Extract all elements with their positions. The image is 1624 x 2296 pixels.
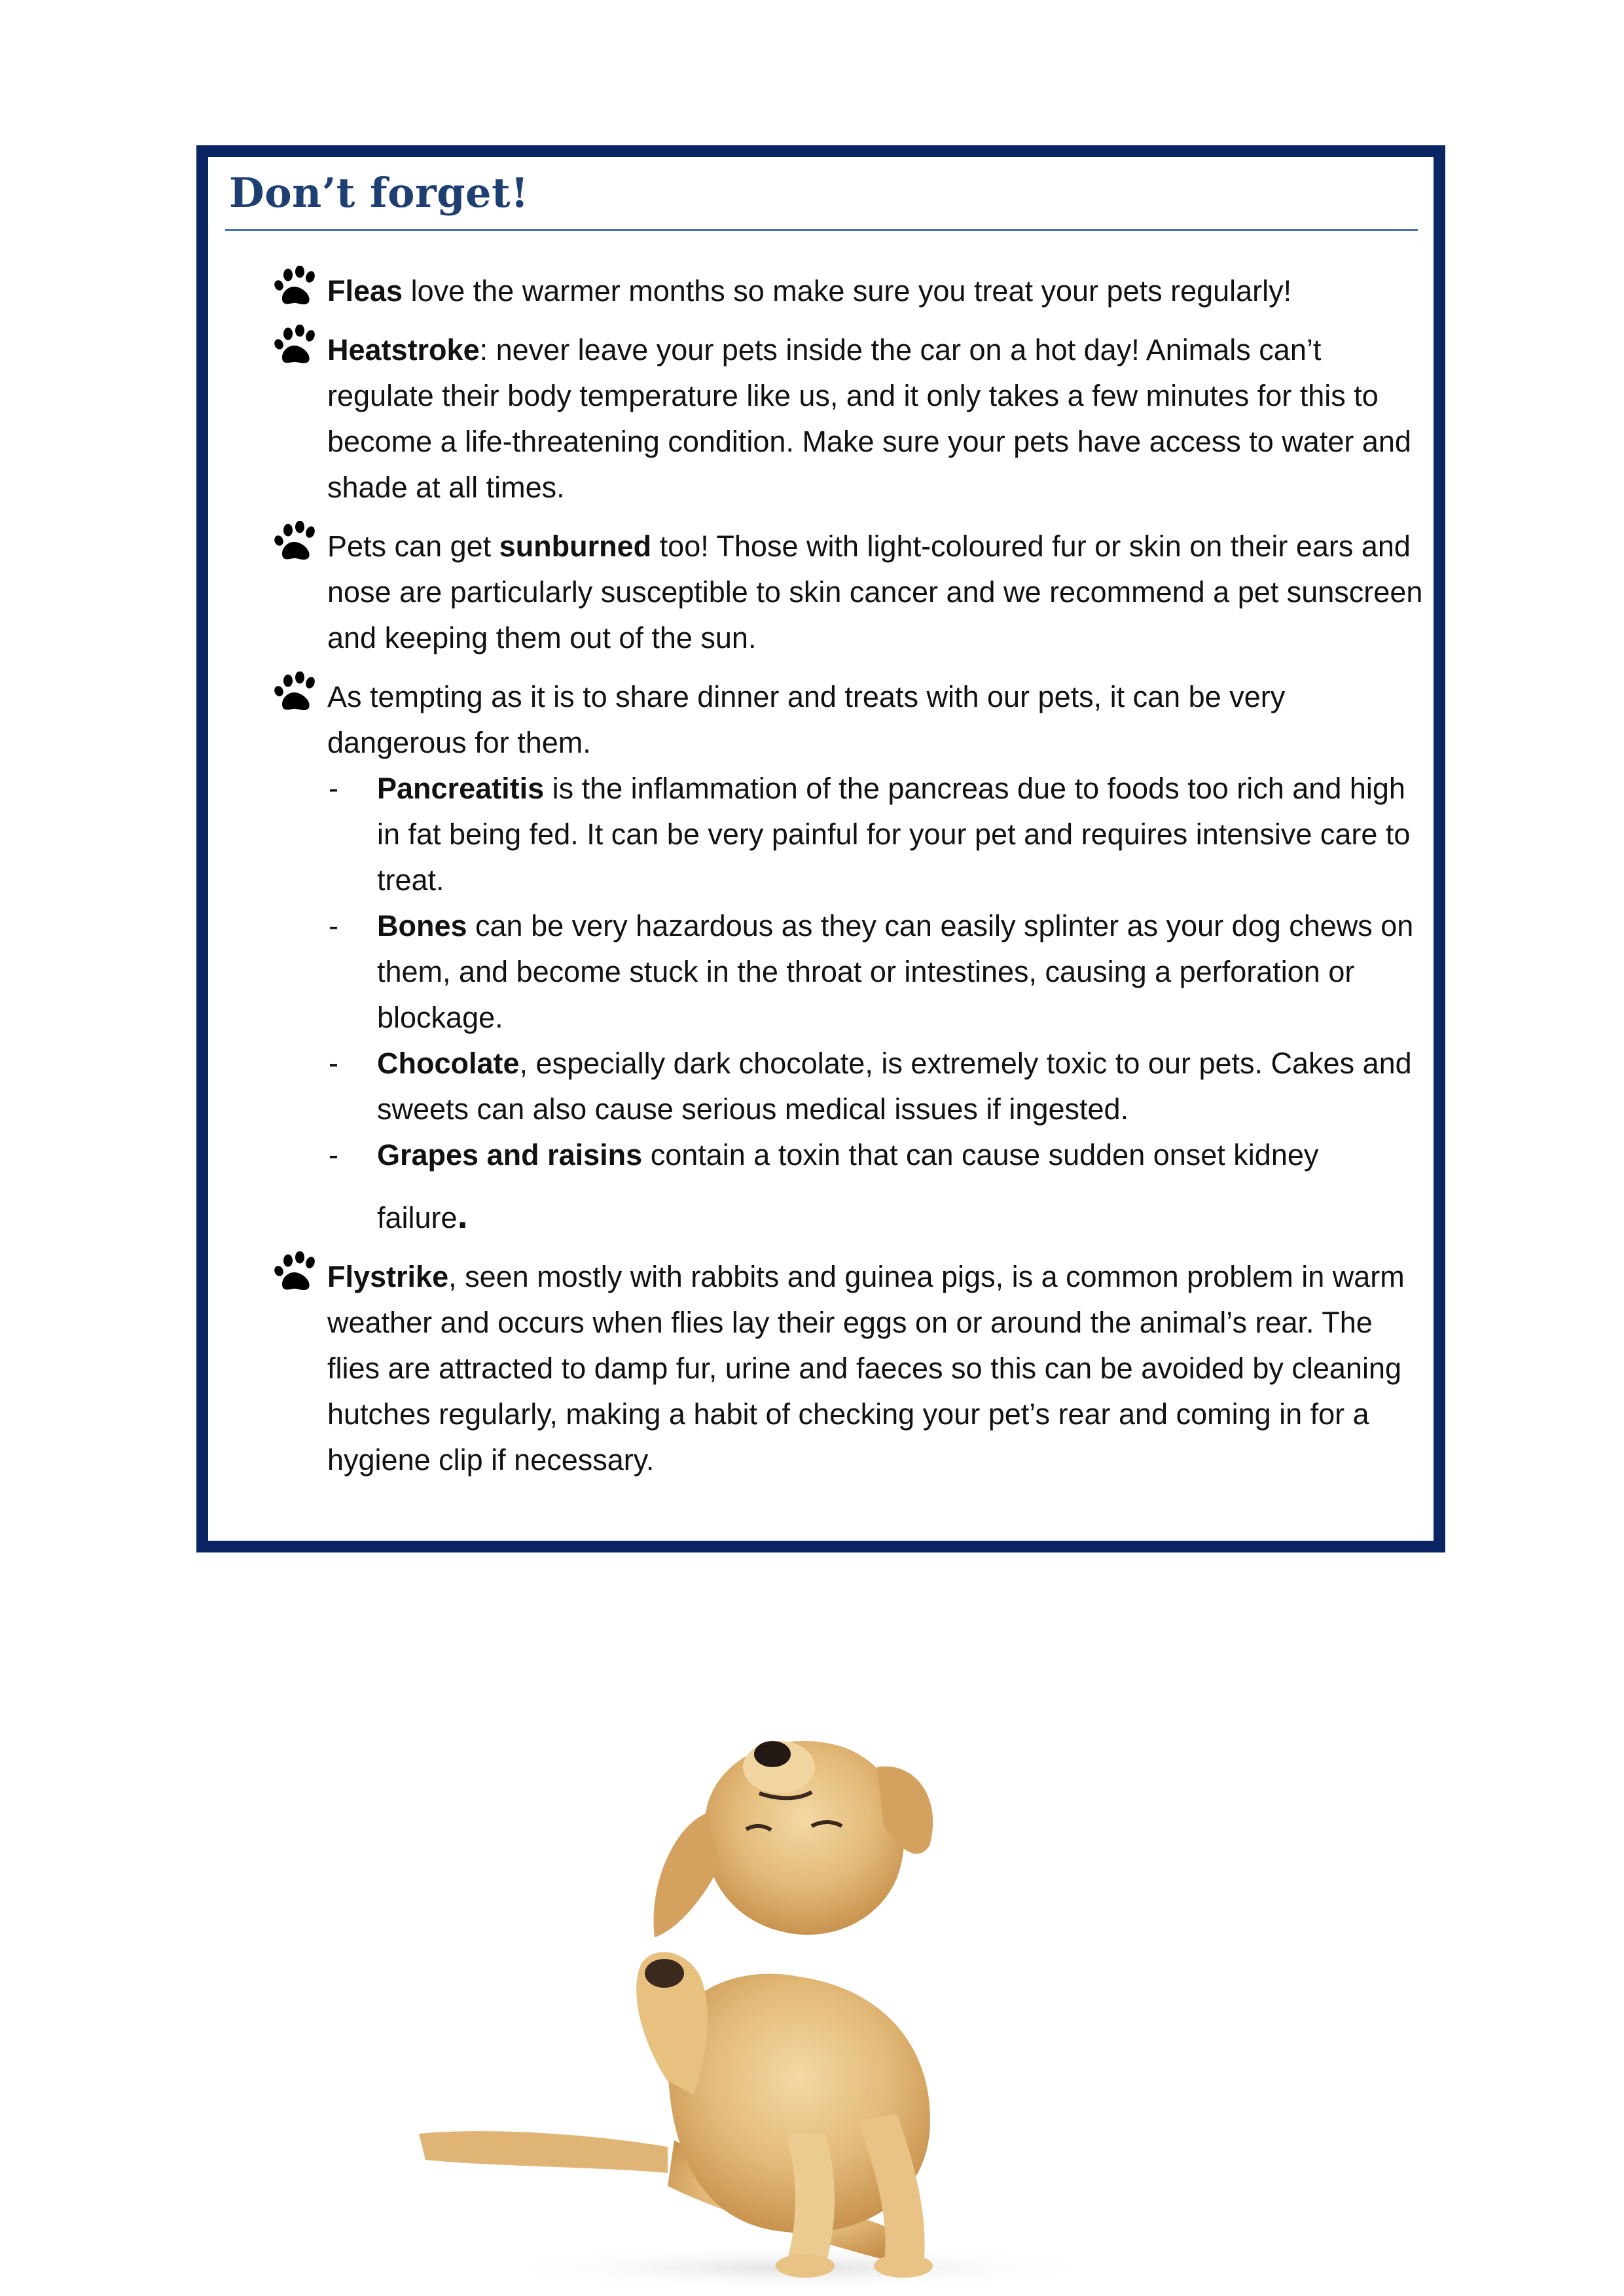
subitem-heading: Bones [377,909,467,942]
list-item-fleas [274,268,1432,314]
subitem-text: is the inflammation of the pancreas due to foods too rich and high in fat being fed. It can be very painful for your pet and requires intensive care to treat. [377,772,1411,897]
paw-icon [274,672,322,712]
list-item-heatstroke [274,327,1432,511]
item-text: : never leave your pets inside the car on a hot day! Animals can’t regulate their body temperature like us, and it only takes a few minutes for this to become a life-threatening condition. Make sure your pets have access to water and shade at all times. [327,333,1411,504]
list-item-food [274,674,1432,1241]
title-underline [225,229,1418,231]
item-heading: sunburned [499,529,652,563]
sublist-item-pancreatitis [327,766,1432,903]
sublist-item-bones [327,903,1432,1041]
dash-bullet: - [329,772,338,805]
item-heading: Flystrike [327,1260,449,1293]
sublist-item-grapes [327,1132,1432,1241]
subitem-heading: Pancreatitis [377,772,545,805]
item-heading: Fleas [327,274,403,308]
list-item-sunburn [274,524,1432,661]
item-text: love the warmer months so make sure you treat your pets regularly! [403,274,1292,308]
subitem-period: . [457,1194,468,1236]
paw-icon [274,266,322,306]
tips-list [274,268,1432,1496]
item-text-lead: Pets can get [327,529,499,563]
paw-icon [274,325,322,365]
item-text: As tempting as it is to share dinner and treats with our pets, it can be very dangerous for them. [327,680,1286,759]
page-title: Don’t forget! [229,169,529,217]
sublist-item-chocolate [327,1041,1432,1132]
subitem-tail [377,1193,1432,1241]
dash-bullet: - [329,909,338,942]
item-text: , seen mostly with rabbits and guinea pigs, is a common problem in warm weather and occurs when flies lay their eggs on or around the animal’s rear. The flies are attracted to damp fur, urine and faeces so this can be avoided by cleaning hutches regularly, making a habit of checking your pet’s rear and coming in for a hygiene clip if necessary. [327,1260,1405,1477]
dash-bullet: - [329,1138,338,1172]
dash-bullet: - [329,1047,338,1080]
list-item-flystrike [274,1254,1432,1483]
subitem-text: , especially dark chocolate, is extremely toxic to our pets. Cakes and sweets can also cause serious medical issues if ingested. [377,1047,1412,1126]
paw-icon [274,521,322,562]
food-sublist [327,766,1432,1241]
subitem-heading: Chocolate [377,1047,520,1080]
subitem-tail-text: failure [377,1201,458,1234]
subitem-text: can be very hazardous as they can easily splinter as your dog chews on them, and become stuck in the throat or intestines, causing a perforation or blockage. [377,909,1414,1034]
puppy-illustration [393,1715,1178,2291]
item-text: too! Those with light-coloured fur or skin on their ears and nose are particularly susceptible to skin cancer and we recommend a pet sunscreen and keeping them out of the sun. [327,529,1423,655]
subitem-heading: Grapes and raisins [377,1138,643,1172]
item-heading: Heatstroke [327,333,480,367]
subitem-text: contain a toxin that can cause sudden onset kidney [642,1138,1319,1172]
paw-icon [274,1251,322,1292]
